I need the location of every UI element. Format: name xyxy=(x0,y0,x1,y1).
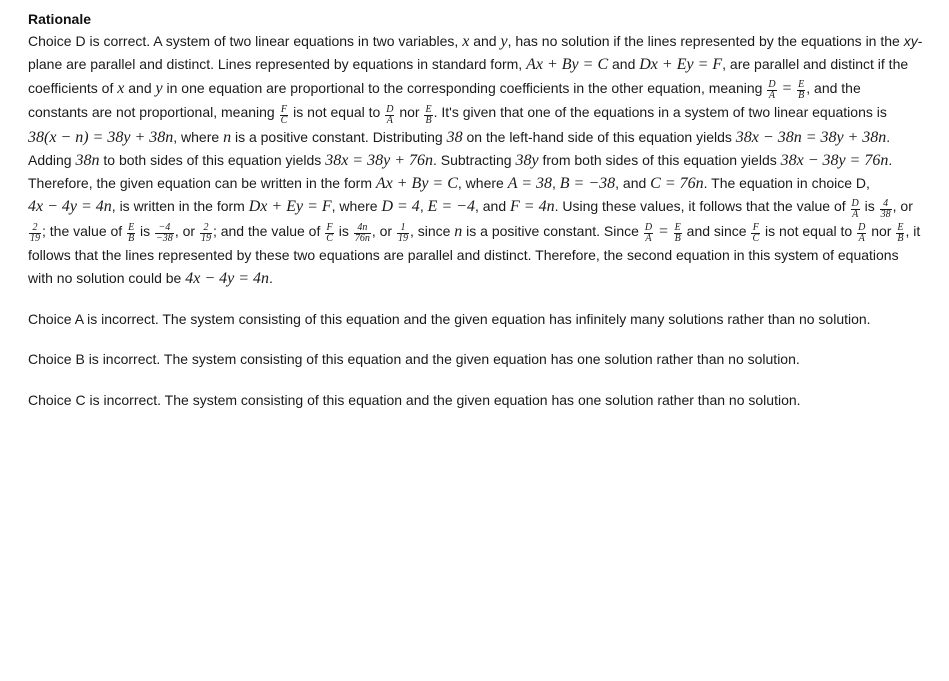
choice-b-explanation: Choice B is incorrect. The system consisting of this equation and the given equation has one solution rather than no solution. xyxy=(28,351,800,368)
math-expression: 38x = 38y + 76n xyxy=(325,151,433,169)
math-expression: 38(x − n) = 38y + 38n xyxy=(28,128,174,146)
math-expression: y xyxy=(155,79,163,97)
rationale-panel xyxy=(28,6,924,411)
math-expression: y xyxy=(500,33,508,50)
math-fraction: $\frac{F}{C}$ xyxy=(752,222,760,245)
math-expression: Dx + Ey = F xyxy=(639,56,723,74)
math-expression: D = 4 xyxy=(381,198,420,216)
math-expression: = 76n xyxy=(849,151,889,169)
math-expression: x xyxy=(462,33,470,50)
math-expression: Dx + Ey = F xyxy=(248,198,332,216)
math-expression: n xyxy=(223,128,232,146)
math-expression: 38x − 38n = 38y xyxy=(735,128,844,146)
math-fraction: $\frac{E}{B}$ xyxy=(897,222,904,245)
math-fraction: $\frac{D}{A}$ xyxy=(851,197,859,220)
math-expression: C = 76n xyxy=(650,175,704,193)
italic-text: xy xyxy=(903,33,918,49)
math-expression: + 38n xyxy=(847,128,887,146)
math-fraction: $\frac{E}{B}$ xyxy=(425,103,432,126)
math-expression: Ax + By = C xyxy=(526,56,609,74)
math-fraction: $\frac{D}{A}$ xyxy=(386,103,394,126)
math-expression: B = −38 xyxy=(559,175,616,193)
math-fraction: $\frac{D}{A}$ xyxy=(858,222,866,245)
math-fraction: $\frac{4n}{76n}$ xyxy=(354,222,370,245)
math-expression: x xyxy=(117,79,125,97)
math-expression: 38n xyxy=(75,151,100,169)
math-fraction: $\frac{4}{38}$ xyxy=(880,197,891,220)
math-fraction: $\frac{F}{C}$ xyxy=(280,103,288,126)
choice-c-explanation: Choice C is incorrect. The system consisting of this equation and the given equation has one solution rather than no solution. xyxy=(28,391,801,408)
math-expression: A = 38 xyxy=(507,175,552,193)
rationale-heading: Rationale xyxy=(28,11,92,27)
math-fraction: $\frac{D}{A}$ xyxy=(768,79,776,102)
choice-a-explanation: Choice A is incorrect. The system consisting of this equation and the given equation has infinitely many solutions rather than no solution. xyxy=(28,311,871,328)
math-fraction: $\frac{E}{B}$ xyxy=(798,79,805,102)
math-fraction: $\frac{2}{19}$ xyxy=(30,222,40,245)
math-fraction: $\frac{E}{B}$ xyxy=(674,222,681,245)
math-expression: 38x − 38y xyxy=(780,151,846,169)
math-expression: = xyxy=(657,222,669,240)
math-expression: = xyxy=(781,79,793,97)
math-fraction: $\frac{-4}{-38}$ xyxy=(156,222,173,245)
math-fraction: $\frac{D}{A}$ xyxy=(644,222,653,245)
math-expression: E = −4 xyxy=(427,198,475,216)
math-expression: 38y xyxy=(515,151,539,169)
math-expression: 4x − 4y = 4n xyxy=(185,269,270,287)
math-fraction: $\frac{1}{19}$ xyxy=(397,222,408,245)
choice-d-explanation: Choice D is correct. A system of two linear equations in two variables, x and y, has no solution if the lines represented by the equations in the xy-plane are parallel and distinct. Lines represented by equations in standard form, Ax + By = C and Dx + Ey = F, are parallel and distinct if the coefficients of x and y in one equation are proportional to the corresponding coefficients in the other equation, meaning $\frac{D}{A}$ = $\frac{E}{B}$ , and the constants are not proportional, meaning $\frac{F}{C}$ is not equal to $\frac{D}{A}$ nor $\frac{E}{B}$ . It's given that one of the equations in a system of two linear equations is 38(x − n) = 38y + 38n, where n is a positive constant. Distributing 38 on the left-hand side of this equation yields 38x − 38n = 38y + 38n. Adding 38n to both sides of this equation yields 38x = 38y + 76n. Subtracting 38y from both sides of this equation yields 38x − 38y = 76n. Therefore, the given equation can be written in the form Ax + By = C, where A = 38, B = −38, and C = 76n. The equation in choice D, 4x − 4y = 4n, is written in the form Dx + Ey = F, where D = 4, E = −4, and F = 4n. Using these values, it follows that the value of $\frac{D}{A}$ is $\frac{4}{38}$ , or $\frac{2}{19}$ ; the value of $\frac{E}{B}$ is $\frac{-4}{-38}$ , or $\frac{2}{19}$ ; and the value of $\frac{F}{C}$ is $\frac{4n}{76n}$ , or $\frac{1}{19}$ , since n is a positive constant. Since $\frac{D}{A}$ = $\frac{E}{B}$ and since $\frac{F}{C}$ is not equal to $\frac{D}{A}$ nor $\frac{E}{B}$ , it follows that the lines represented by these two equations are parallel and distinct. Therefore, the second equation in this system of equations with no solution could be 4x − 4y = 4n. xyxy=(28,33,923,287)
math-expression: 38 xyxy=(446,128,463,146)
math-expression: 4x − 4y = 4n xyxy=(28,198,112,216)
math-fraction: $\frac{F}{C}$ xyxy=(326,222,333,245)
math-fraction: $\frac{2}{19}$ xyxy=(200,222,211,245)
math-expression: F = 4n xyxy=(510,198,555,216)
math-expression: Ax + By = C xyxy=(375,175,458,193)
math-expression: n xyxy=(454,222,463,240)
math-fraction: $\frac{E}{B}$ xyxy=(128,222,135,245)
